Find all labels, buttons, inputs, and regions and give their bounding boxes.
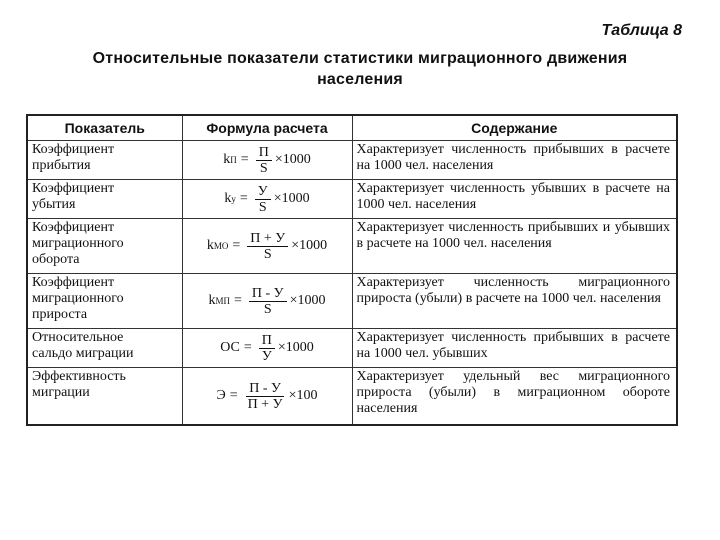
content-cell: Характеризует численность прибывших и убывших в расчете на 1000 чел. населения <box>352 219 677 274</box>
indicator-cell <box>27 180 182 219</box>
content-cell: Характеризует численность прибывших в расчете на 1000 чел. убывших <box>352 329 677 368</box>
formula-cell <box>182 368 352 426</box>
indicator-line: Относительное <box>32 330 124 345</box>
indicator-cell <box>27 329 182 368</box>
formula <box>185 286 350 317</box>
indicator-line: прибытия <box>32 158 91 173</box>
formula-lhs: k <box>224 191 232 206</box>
formula-equals: = <box>234 293 242 308</box>
table-row <box>27 141 677 180</box>
formula-cell <box>182 274 352 329</box>
title-line-2: населения <box>317 71 403 88</box>
formula-subscript: П <box>230 155 237 165</box>
migration-indicators-table <box>26 114 678 426</box>
table-row <box>27 180 677 219</box>
formula-equals: = <box>240 152 249 167</box>
table-row <box>27 329 677 368</box>
formula-fraction <box>249 286 287 317</box>
formula-equals: = <box>229 388 238 403</box>
indicator-line: сальдо миграции <box>32 346 134 361</box>
formula <box>185 381 350 412</box>
indicator-line: миграции <box>32 385 90 400</box>
indicator-line: прироста <box>32 307 88 322</box>
formula <box>185 184 350 215</box>
content-cell: Характеризует численность прибывших в расчете на 1000 чел. населения <box>352 141 677 180</box>
indicator-cell <box>27 219 182 274</box>
formula-fraction <box>259 333 275 364</box>
indicator-line: Коэффициент <box>32 181 115 196</box>
formula-numerator: П - У <box>249 286 287 302</box>
formula-lhs: k <box>206 238 214 253</box>
formula-lhs: Э <box>216 388 226 403</box>
formula-denominator: У <box>261 348 272 364</box>
indicator-cell <box>27 368 182 426</box>
formula-numerator: П + У <box>247 231 288 247</box>
formula-cell <box>182 219 352 274</box>
formula-denominator: П + У <box>247 396 283 412</box>
formula-multiplier: ×1000 <box>277 340 314 355</box>
table-row <box>27 274 677 329</box>
formula-lhs: k <box>208 293 216 308</box>
title-line-1: Относительные показатели статистики миграционного движения <box>92 50 628 67</box>
formula-multiplier: ×1000 <box>289 293 326 308</box>
table-number-label: Таблица 8 <box>601 22 682 39</box>
formula-fraction <box>255 184 271 215</box>
formula-lhs: k <box>223 152 231 167</box>
formula <box>185 333 350 364</box>
formula-denominator: S <box>263 301 272 317</box>
formula-fraction <box>256 145 272 176</box>
table-header-row <box>27 115 677 141</box>
formula-denominator: S <box>259 160 268 176</box>
formula-fraction <box>247 231 288 262</box>
column-header-indicator: Показатель <box>27 115 182 141</box>
content-cell: Характеризует численность убывших в расчете на 1000 чел. населения <box>352 180 677 219</box>
indicator-cell <box>27 274 182 329</box>
indicator-line: Коэффициент <box>32 142 115 157</box>
formula-cell <box>182 329 352 368</box>
formula-fraction <box>245 381 286 412</box>
formula-denominator: S <box>263 246 272 262</box>
content-cell: Характеризует удельный вес миграционного прироста (убыли) в миграционном обороте населения <box>352 368 677 426</box>
document-title <box>30 48 690 90</box>
indicator-line: миграционного <box>32 236 124 251</box>
indicator-line: миграционного <box>32 291 124 306</box>
formula-multiplier: ×1000 <box>273 191 310 206</box>
indicator-line: оборота <box>32 252 80 267</box>
formula <box>185 145 350 176</box>
formula-cell <box>182 180 352 219</box>
formula-equals: = <box>239 191 248 206</box>
formula-numerator: П <box>259 333 275 349</box>
formula-equals: = <box>232 238 241 253</box>
table-row <box>27 368 677 426</box>
formula-subscript: МО <box>213 241 229 251</box>
indicator-line: Коэффициент <box>32 220 115 235</box>
formula-multiplier: ×100 <box>288 388 318 403</box>
formula-numerator: У <box>255 184 271 200</box>
table-row <box>27 219 677 274</box>
indicator-line: Эффективность <box>32 369 126 384</box>
formula-subscript: у <box>231 194 236 204</box>
indicator-line: Коэффициент <box>32 275 115 290</box>
formula-lhs: ОС <box>220 340 240 355</box>
formula-subscript: МП <box>215 296 230 306</box>
formula-multiplier: ×1000 <box>274 152 311 167</box>
formula-cell <box>182 141 352 180</box>
content-cell: Характеризует численность миграционного прироста (убыли) в расчете на 1000 чел. населения <box>352 274 677 329</box>
formula-numerator: П - У <box>246 381 284 397</box>
formula <box>185 231 350 262</box>
formula-denominator: S <box>258 199 267 215</box>
formula-multiplier: ×1000 <box>291 238 328 253</box>
column-header-content: Содержание <box>352 115 677 141</box>
formula-equals: = <box>243 340 252 355</box>
indicator-cell <box>27 141 182 180</box>
column-header-formula: Формула расчета <box>182 115 352 141</box>
indicator-line: убытия <box>32 197 76 212</box>
formula-numerator: П <box>256 145 272 161</box>
